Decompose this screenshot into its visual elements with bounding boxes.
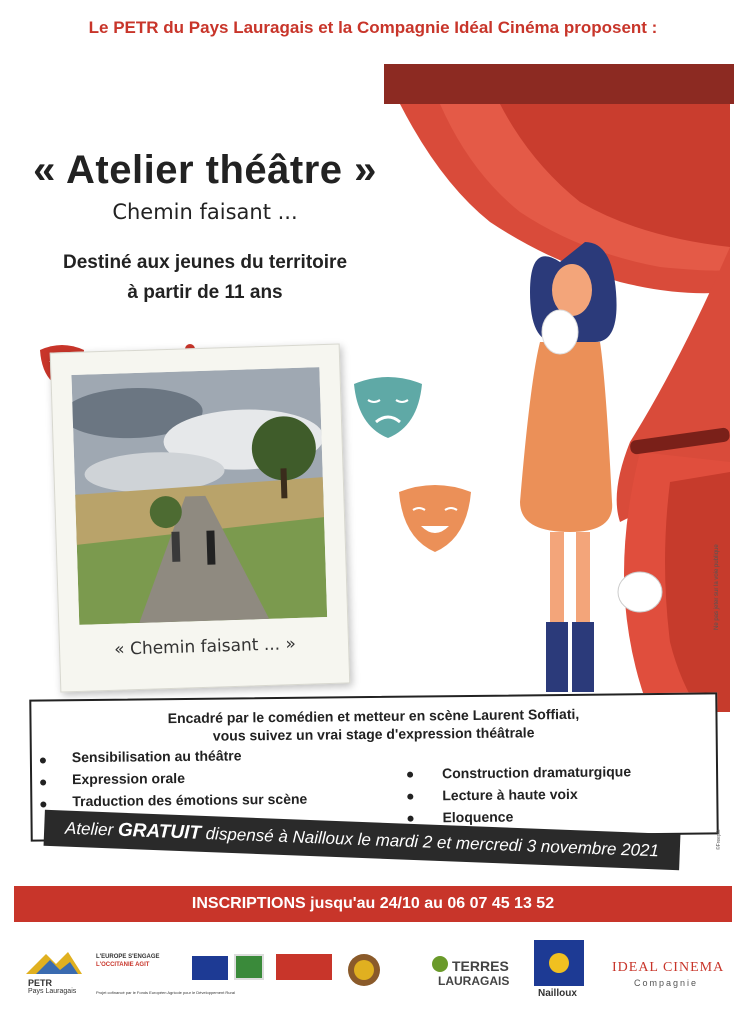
target-line-1: Destiné aux jeunes du territoire	[62, 252, 348, 273]
held-mask	[542, 310, 578, 354]
curtain-illustration	[380, 62, 746, 722]
petr-logo-text: PETR	[28, 978, 53, 988]
petr-logo	[22, 940, 86, 1002]
nailloux-sun-icon	[534, 940, 584, 986]
photo-caption: « Chemin faisant ... »	[113, 634, 297, 660]
banner-prefix: Atelier	[64, 818, 114, 840]
registration-banner: INSCRIPTIONS jusqu'au 24/10 au 06 07 45 13 52	[14, 886, 732, 922]
europe-logo-line-2: L'OCCITANIE AGIT	[96, 962, 150, 968]
white-mask	[618, 572, 662, 612]
side-note-text: Ne pas jeter sur la voie publique	[714, 544, 720, 630]
leaf-icon	[430, 954, 450, 974]
boot-right	[572, 622, 594, 692]
lauragais-text: LAURAGAIS	[438, 974, 510, 988]
petr-logo-icon	[26, 948, 82, 976]
leader-icon	[234, 954, 264, 980]
countryside-photo	[71, 367, 327, 625]
petr-logo-subtext: Pays Lauragais	[28, 988, 77, 995]
europe-logo-line-1: L'EUROPE S'ENGAGE	[96, 954, 160, 960]
banner-details: dispensé à Nailloux le mardi 2 et mercredi 3 novembre 2021	[205, 824, 660, 861]
region-icon	[276, 954, 332, 980]
page-title: « Atelier théâtre »	[33, 148, 377, 192]
bullet-icon	[407, 794, 413, 800]
compagnie-text: Compagnie	[634, 978, 699, 988]
walker-2	[206, 531, 215, 565]
credit-text: ©Freepik	[716, 829, 722, 850]
terres-text: TERRES	[452, 958, 509, 974]
europe-funding-note: Projet cofinancé par le Fonds Européen Agricole pour le Développement Rural	[96, 990, 235, 995]
header-text: Le PETR du Pays Lauragais et la Compagnie Idéal Cinéma proposent :	[88, 18, 658, 37]
nailloux-logo	[534, 940, 590, 1002]
bullet-icon	[408, 816, 414, 822]
list-item: Lecture à haute voix	[442, 785, 578, 804]
list-item: Expression orale	[72, 769, 186, 788]
banner-highlight: GRATUIT	[117, 819, 202, 844]
bullet-icon	[40, 801, 46, 807]
list-item: Sensibilisation au théâtre	[71, 747, 242, 766]
side-note	[714, 470, 726, 630]
bullet-icon	[40, 779, 46, 785]
ideal-cinema-text: IDEAL CINEMA	[612, 960, 725, 975]
list-item: Eloquence	[442, 808, 514, 826]
bullet-icon	[40, 757, 46, 763]
sunflower-icon	[344, 950, 384, 990]
info-line-2: vous suivez un vrai stage d'expression théâtrale	[212, 724, 535, 744]
target-line-2: à partir de 11 ans	[127, 282, 283, 303]
polaroid-photo	[50, 344, 351, 693]
subtitle: Chemin faisant ...	[112, 200, 298, 224]
target-audience	[20, 248, 390, 308]
teal-mask-icon	[350, 370, 426, 442]
eu-flag-icon	[192, 956, 228, 980]
lauragais-tourism-logo	[344, 940, 420, 1002]
ideal-cinema-logo	[612, 940, 725, 1002]
info-line-1: Encadré par le comédien et metteur en scène Laurent Soffiati,	[167, 705, 580, 727]
actress-figure	[520, 242, 617, 692]
nailloux-text: Nailloux	[538, 988, 577, 999]
curtain-rod	[384, 64, 734, 104]
dress	[520, 342, 612, 532]
orange-mask-icon	[395, 478, 475, 556]
face	[552, 264, 592, 316]
list-item: Construction dramaturgique	[441, 763, 632, 782]
walker-1	[171, 532, 180, 562]
terres-lauragais-logo	[430, 940, 522, 1002]
list-item: Traduction des émotions sur scène	[72, 790, 308, 810]
boot-left	[546, 622, 568, 692]
bullet-icon	[407, 772, 413, 778]
